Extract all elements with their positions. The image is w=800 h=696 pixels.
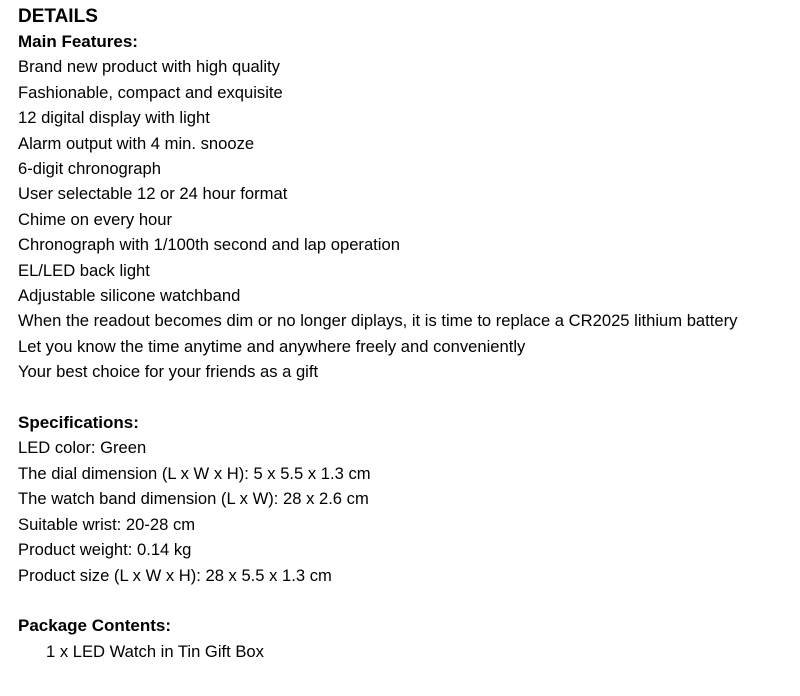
package-contents-list bbox=[18, 639, 798, 664]
feature-item: Let you know the time anytime and anywhere freely and conveniently bbox=[18, 336, 526, 356]
spec-item: Product weight: 0.14 kg bbox=[18, 540, 192, 560]
spec-item: LED color: Green bbox=[18, 438, 147, 458]
package-item: 1 x LED Watch in Tin Gift Box bbox=[46, 641, 264, 661]
package-contents-section bbox=[18, 613, 798, 664]
feature-item: Brand new product with high quality bbox=[18, 57, 280, 77]
page-title: DETAILS bbox=[18, 6, 98, 27]
spec-item: Product size (L x W x H): 28 x 5.5 x 1.3 cm bbox=[18, 565, 332, 585]
feature-item: EL/LED back light bbox=[18, 260, 150, 280]
package-contents-heading: Package Contents: bbox=[18, 616, 172, 636]
feature-item: Fashionable, compact and exquisite bbox=[18, 82, 283, 102]
main-features-section bbox=[18, 29, 798, 385]
details-document bbox=[18, 4, 798, 664]
specifications-list bbox=[18, 435, 798, 587]
section-spacer bbox=[18, 385, 798, 410]
feature-item: 12 digital display with light bbox=[18, 108, 210, 128]
main-features-list bbox=[18, 54, 798, 384]
feature-item: User selectable 12 or 24 hour format bbox=[18, 184, 288, 204]
feature-item: When the readout becomes dim or no longer diplays, it is time to replace a CR2025 lithium battery bbox=[18, 311, 738, 331]
specifications-heading: Specifications: bbox=[18, 413, 139, 433]
spec-item: The watch band dimension (L x W): 28 x 2.6 cm bbox=[18, 489, 369, 509]
feature-item: Your best choice for your friends as a gift bbox=[18, 362, 319, 382]
feature-item: Adjustable silicone watchband bbox=[18, 286, 241, 306]
feature-item: Chronograph with 1/100th second and lap operation bbox=[18, 235, 400, 255]
section-spacer bbox=[18, 588, 798, 613]
main-features-heading: Main Features: bbox=[18, 32, 138, 51]
spec-item: The dial dimension (L x W x H): 5 x 5.5 x 1.3 cm bbox=[18, 463, 371, 483]
feature-item: Chime on every hour bbox=[18, 209, 173, 229]
feature-item: Alarm output with 4 min. snooze bbox=[18, 133, 255, 153]
spec-item: Suitable wrist: 20-28 cm bbox=[18, 514, 196, 534]
specifications-section bbox=[18, 410, 798, 588]
feature-item: 6-digit chronograph bbox=[18, 159, 161, 179]
